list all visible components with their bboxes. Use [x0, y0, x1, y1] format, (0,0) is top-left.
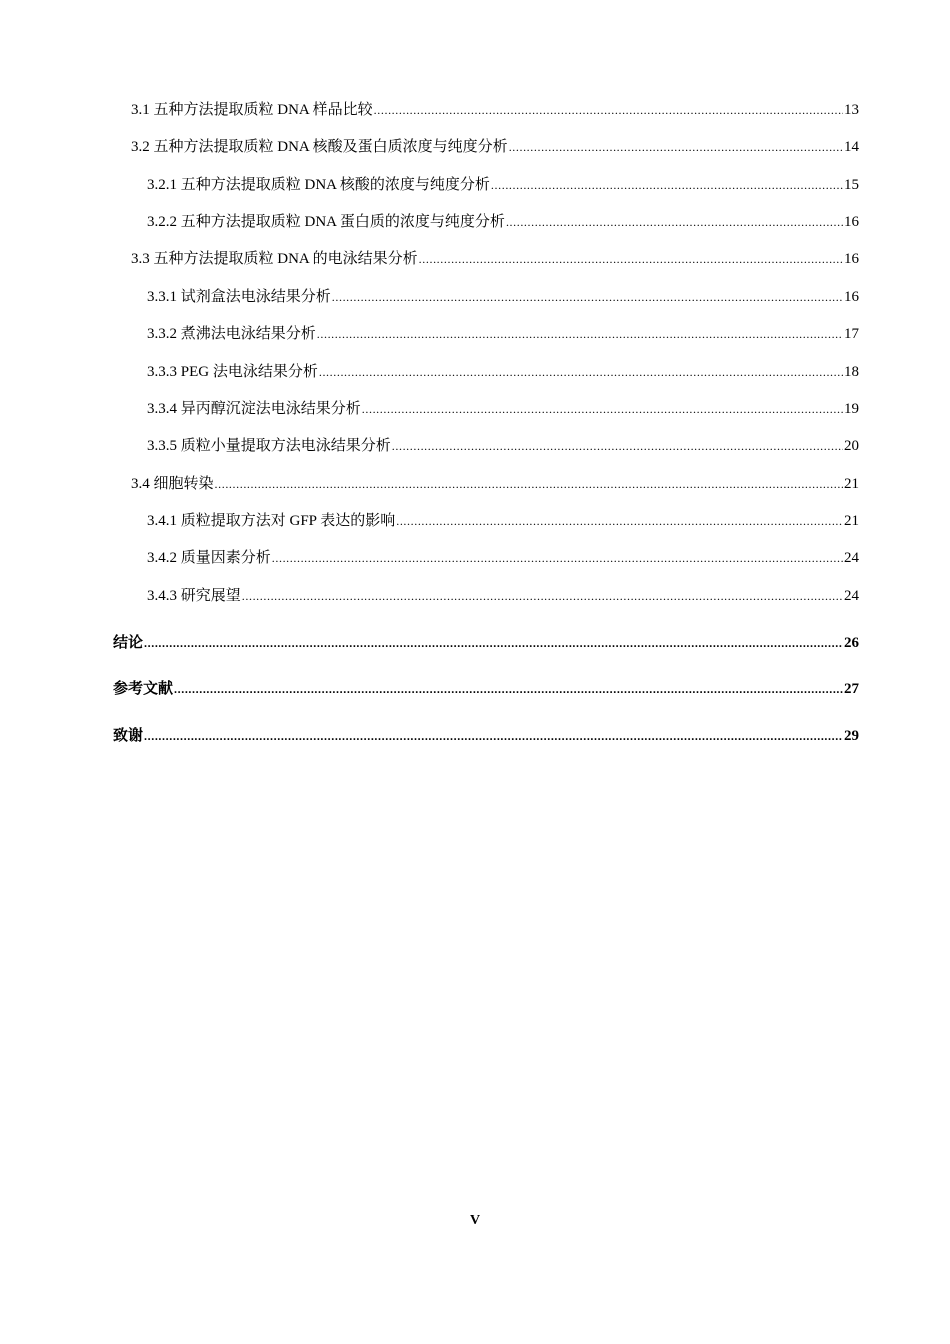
toc-entry-page: 14	[844, 139, 859, 155]
toc-leader-dots	[392, 439, 843, 454]
toc-entry-label: 3.2 五种方法提取质粒 DNA 核酸及蛋白质浓度与纯度分析	[131, 139, 508, 155]
toc-leader-dots	[509, 140, 843, 155]
toc-entry[interactable]	[147, 546, 859, 568]
toc-entry-label: 3.2.1 五种方法提取质粒 DNA 核酸的浓度与纯度分析	[147, 177, 490, 193]
toc-entry-page: 24	[844, 588, 859, 604]
toc-entry-page: 16	[844, 214, 859, 230]
toc-entry-chapter[interactable]	[113, 724, 859, 746]
toc-leader-dots	[317, 327, 843, 342]
toc-entry[interactable]	[147, 322, 859, 344]
toc-entry[interactable]	[147, 173, 859, 195]
toc-entry-label: 3.3.1 试剂盒法电泳结果分析	[147, 289, 331, 305]
toc-entry-label: 3.4.2 质量因素分析	[147, 550, 271, 566]
toc-entry-page: 27	[844, 681, 859, 697]
toc-entry-label: 3.3.5 质粒小量提取方法电泳结果分析	[147, 438, 391, 454]
toc-entry-page: 21	[844, 513, 859, 529]
toc-leader-dots	[174, 682, 843, 697]
toc-leader-dots	[419, 252, 843, 267]
toc-leader-dots	[319, 365, 843, 380]
toc-entry-label: 3.4.1 质粒提取方法对 GFP 表达的影响	[147, 513, 396, 529]
page-number-footer: V	[469, 1213, 481, 1228]
toc-entry[interactable]	[131, 472, 859, 494]
toc-entry[interactable]	[147, 360, 859, 382]
toc-leader-dots	[144, 636, 843, 651]
toc-entry-page: 21	[844, 476, 859, 492]
toc-leader-dots	[332, 290, 843, 305]
toc-entry-chapter[interactable]	[113, 631, 859, 653]
toc-entry-page: 26	[844, 635, 859, 651]
toc-entry-label: 3.3.2 煮沸法电泳结果分析	[147, 326, 316, 342]
toc-entry-page: 18	[844, 364, 859, 380]
toc-entry[interactable]	[147, 509, 859, 531]
toc-entry-page: 24	[844, 550, 859, 566]
toc-entry-label: 3.1 五种方法提取质粒 DNA 样品比较	[131, 102, 373, 118]
toc-leader-dots	[272, 551, 843, 566]
toc-entry-label: 3.4.3 研究展望	[147, 588, 241, 604]
toc-entry[interactable]	[147, 210, 859, 232]
toc-entry[interactable]	[147, 285, 859, 307]
toc-entry-page: 20	[844, 438, 859, 454]
toc-entry[interactable]	[131, 98, 859, 120]
toc-entry-label: 3.4 细胞转染	[131, 476, 214, 492]
toc-entry-page: 17	[844, 326, 859, 342]
toc-entry[interactable]	[131, 247, 859, 269]
toc-entry[interactable]	[147, 397, 859, 419]
toc-entry-label: 3.3 五种方法提取质粒 DNA 的电泳结果分析	[131, 251, 418, 267]
toc-entry[interactable]	[147, 434, 859, 456]
toc-entry-page: 15	[844, 177, 859, 193]
toc-leader-dots	[491, 178, 843, 193]
toc-leader-dots	[144, 729, 843, 744]
toc-entry-page: 16	[844, 289, 859, 305]
toc-leader-dots	[242, 589, 843, 604]
toc-entry-label: 结论	[113, 635, 144, 651]
toc-entry-label: 参考文献	[113, 681, 174, 697]
toc-entry-page: 29	[844, 728, 859, 744]
toc-entry-page: 19	[844, 401, 859, 417]
toc-entry[interactable]	[131, 135, 859, 157]
toc-entry[interactable]	[147, 584, 859, 606]
toc-entry-chapter[interactable]	[113, 677, 859, 699]
toc-leader-dots	[374, 103, 843, 118]
toc-entry-label: 3.3.4 异丙醇沉淀法电泳结果分析	[147, 401, 361, 417]
toc-leader-dots	[362, 402, 843, 417]
toc-leader-dots	[506, 215, 843, 230]
toc-entry-label: 3.3.3 PEG 法电泳结果分析	[147, 364, 318, 380]
toc-entry-page: 13	[844, 102, 859, 118]
toc-leader-dots	[215, 477, 843, 492]
toc-entry-label: 致谢	[113, 728, 144, 744]
toc-entry-page: 16	[844, 251, 859, 267]
toc-entry-label: 3.2.2 五种方法提取质粒 DNA 蛋白质的浓度与纯度分析	[147, 214, 505, 230]
toc-leader-dots	[396, 514, 843, 529]
